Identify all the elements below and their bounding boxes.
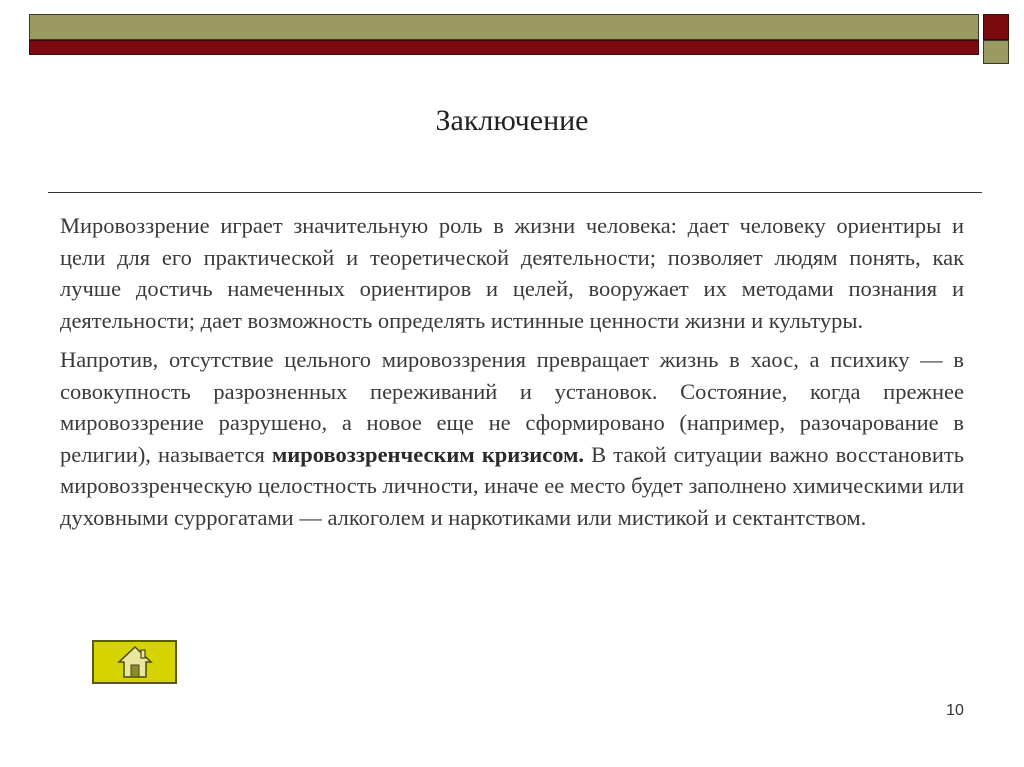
home-button[interactable] (92, 640, 177, 684)
header-square-olive (983, 40, 1009, 64)
page-number: 10 (946, 702, 964, 719)
title-divider (48, 192, 982, 193)
header-bar-olive (29, 14, 979, 40)
paragraph-2 (60, 344, 964, 533)
paragraph-2-bold-term: мировоззренческим кризисом. (271, 441, 585, 467)
home-icon (117, 645, 153, 679)
slide-title: Заключение (435, 104, 589, 137)
header-square-maroon (983, 14, 1009, 40)
paragraph-2-start: Напротив, отсутствие цельного мировоззрения превращает жизнь в хаос, а психику — в совокупность разрозненных переживаний и установок. Состояние, когда прежнее мировоззрение разрушено, а новое еще не сформировано (например, разочарование в религии), называется (60, 347, 964, 467)
header-bar-maroon (29, 40, 979, 55)
header-divider (979, 14, 981, 56)
slide-body (60, 210, 964, 541)
paragraph-1: Мировоззрение играет значительную роль в жизни человека: дает человеку ориентиры и цели для его практической и теоретической деятельности; позволяет людям понять, как лучше достичь намеченных ориентиров и целей, вооружает их методами познания и деятельности; дает возможность определять истинные ценности жизни и культуры. (60, 213, 964, 333)
paragraph-2-end: В такой ситуации важно восстановить мировоззренческую целостность личности, иначе ее место будет заполнено химическими или духовными суррогатами — алкоголем и наркотиками или мистикой и сектантством. (60, 441, 964, 530)
